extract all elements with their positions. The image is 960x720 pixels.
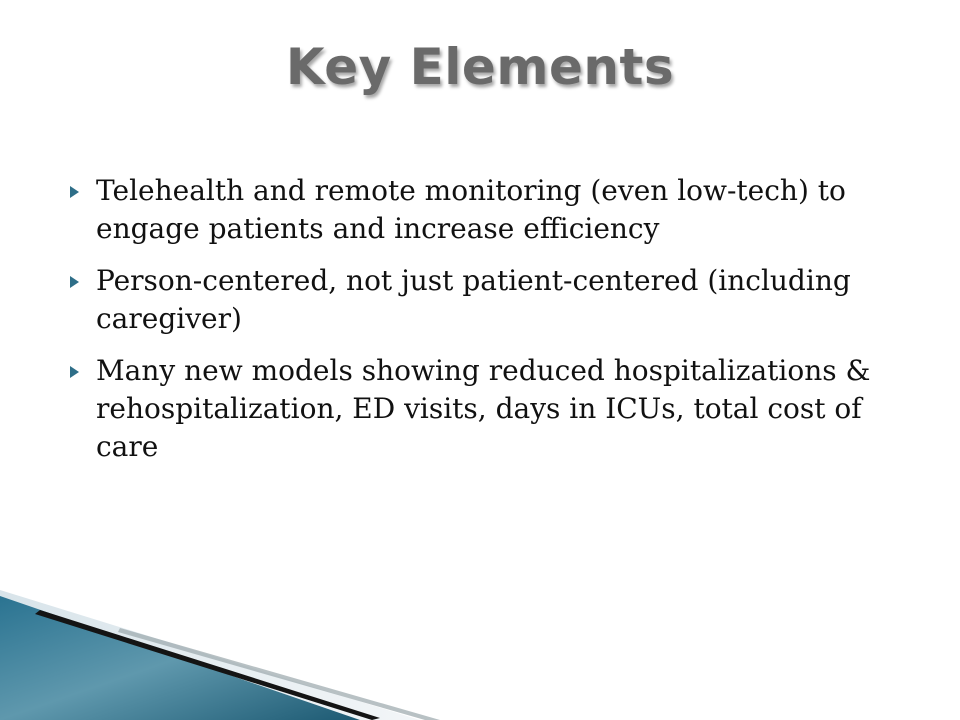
bullet-text: Person-centered, not just patient-centered (including caregiver) — [96, 264, 851, 335]
bullet-text: Many new models showing reduced hospitalizations & rehospitalization, ED visits, days in ICUs, total cost of care — [96, 354, 871, 463]
bullet-arrow-icon — [70, 276, 79, 288]
bullet-text: Telehealth and remote monitoring (even low-tech) to engage patients and increase efficiency — [96, 174, 846, 245]
bullet-item — [70, 262, 930, 338]
bullet-list — [70, 172, 930, 480]
bullet-item — [70, 172, 930, 248]
bullet-arrow-icon — [70, 186, 79, 198]
bullet-arrow-icon — [70, 366, 79, 378]
bullet-item — [70, 352, 930, 466]
slide-title: Key Elements — [285, 38, 675, 96]
decorative-swoosh — [0, 590, 960, 720]
